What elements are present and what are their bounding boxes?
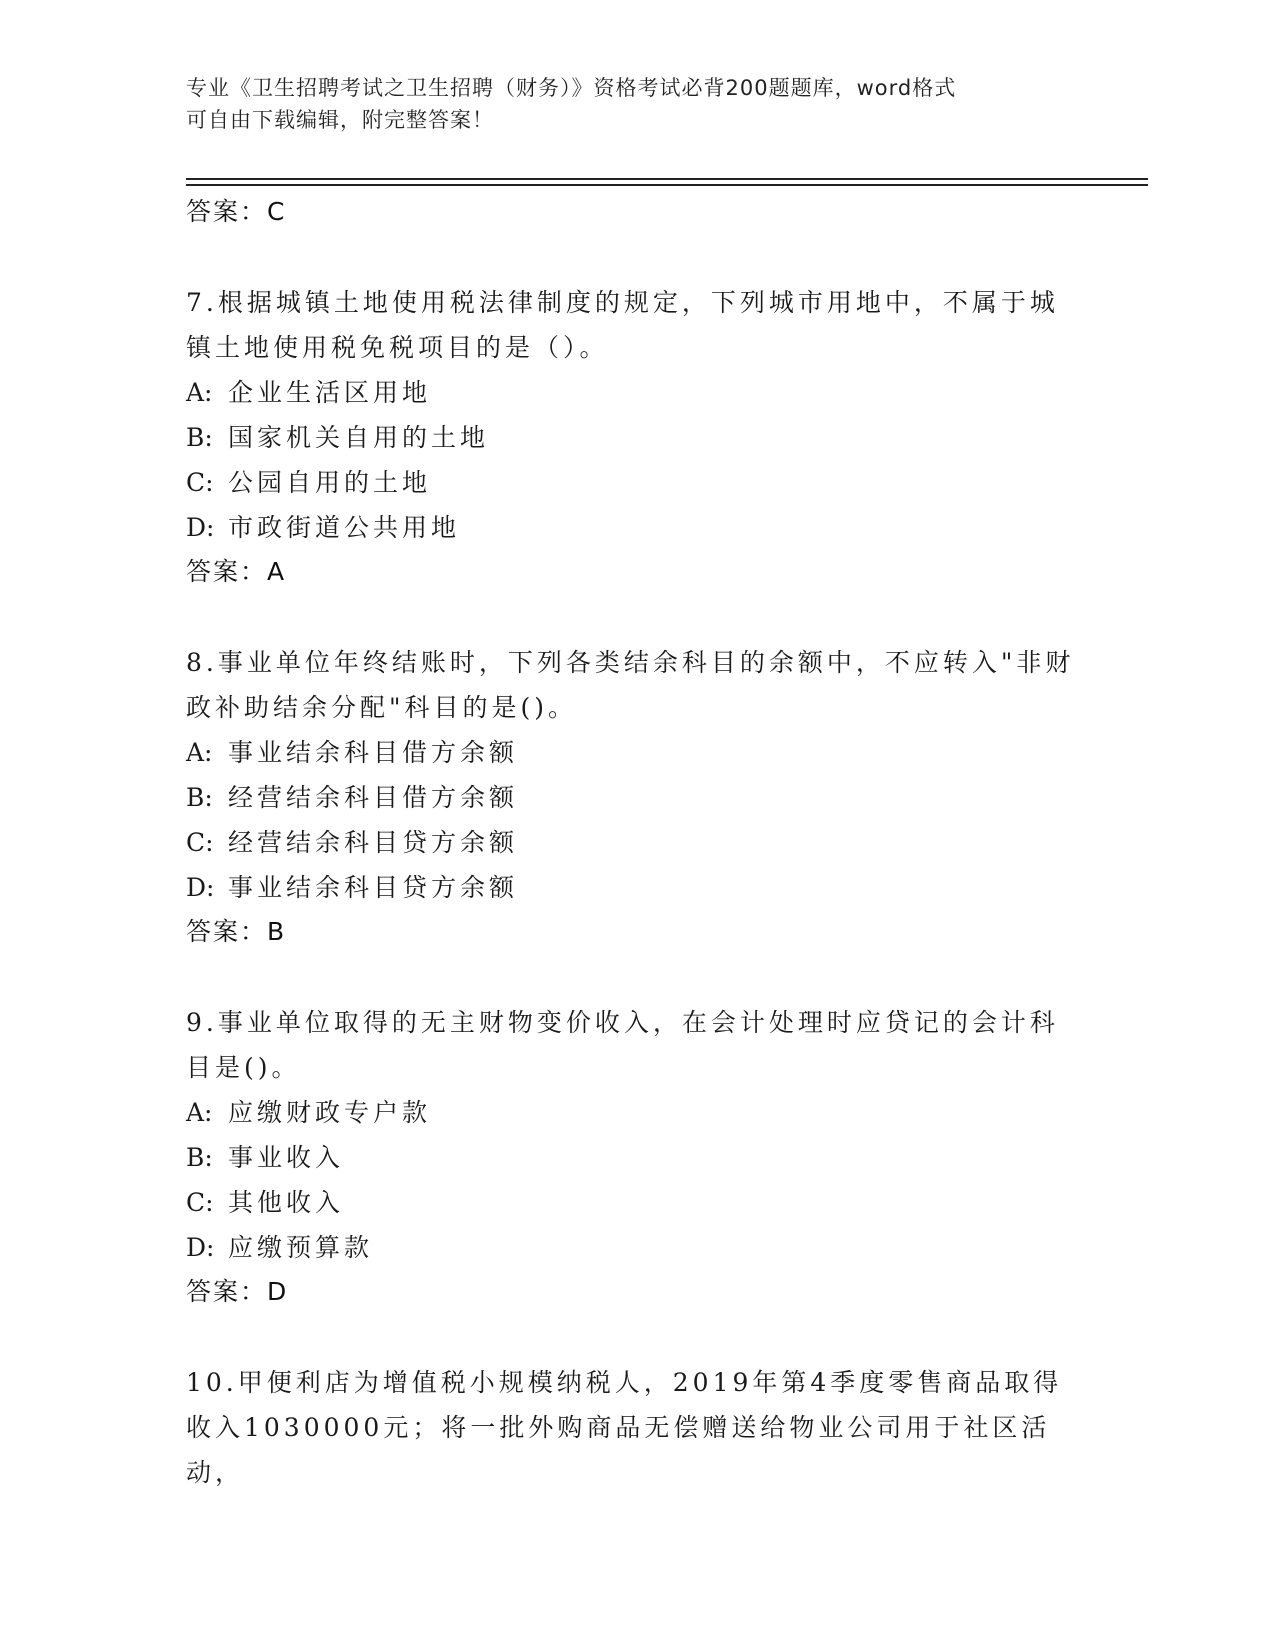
question-text: 10.甲便利店为增值税小规模纳税人，2019年第4季度零售商品取得收入1030000元；将一批外购商品无偿赠送给物业公司用于社区活动， [186,1368,1063,1487]
option-key: C: [186,1188,214,1217]
answer-label: 答案： [186,1277,268,1306]
answer-value: C [267,197,285,226]
option-key: D: [186,1233,215,1262]
option-key: A: [186,738,213,767]
option-key: B: [186,1143,213,1172]
document-header [186,72,1086,136]
option-key: D: [186,513,215,542]
option-a [186,370,1086,415]
answer-line [186,190,1086,234]
answer-line [186,910,1086,954]
option-c [186,460,1086,505]
option-key: B: [186,783,213,812]
header-line-1: 专业《卫生招聘考试之卫生招聘（财务）》资格考试必背200题题库，word格式 [186,76,957,100]
header-line-2: 可自由下载编辑，附完整答案！ [186,108,494,132]
option-key: C: [186,828,214,857]
question-text: 8.事业单位年终结账时，下列各类结余科目的余额中，不应转入"非财政补助结余分配"科目的是()。 [186,648,1075,722]
option-a [186,730,1086,775]
option-b [186,775,1086,820]
option-text: 国家机关自用的土地 [228,423,490,452]
option-key: C: [186,468,214,497]
option-text: 企业生活区用地 [228,378,432,407]
question-9 [186,1000,1086,1314]
question-10 [186,1360,1086,1495]
option-text: 经营结余科目贷方余额 [228,828,519,857]
option-text: 应缴财政专户款 [228,1098,432,1127]
answer-value: D [267,1277,287,1306]
question-text: 9.事业单位取得的无主财物变价收入，在会计处理时应贷记的会计科目是()。 [186,1008,1059,1082]
option-text: 公园自用的土地 [228,468,432,497]
option-text: 事业结余科目贷方余额 [228,873,519,902]
answer-line [186,1270,1086,1314]
option-text: 事业结余科目借方余额 [228,738,519,767]
option-d [186,505,1086,550]
option-text: 市政街道公共用地 [228,513,461,542]
option-b [186,1135,1086,1180]
option-key: B: [186,423,213,452]
option-a [186,1090,1086,1135]
question-list [186,190,1086,1495]
question-8 [186,640,1086,954]
header-rule-bottom [186,184,1148,186]
option-c [186,1180,1086,1225]
answer-line [186,550,1086,594]
option-text: 事业收入 [228,1143,345,1172]
option-key: D: [186,873,215,902]
option-d [186,1225,1086,1270]
option-key: A: [186,378,213,407]
answer-label: 答案： [186,917,268,946]
option-b [186,415,1086,460]
option-c [186,820,1086,865]
option-text: 其他收入 [228,1188,345,1217]
option-text: 经营结余科目借方余额 [228,783,519,812]
answer-value: B [267,917,285,946]
question-text: 7.根据城镇土地使用税法律制度的规定，下列城市用地中，不属于城镇土地使用税免税项目的是（）。 [186,288,1059,362]
option-key: A: [186,1098,213,1127]
option-text: 应缴预算款 [228,1233,374,1262]
answer-label: 答案： [186,557,268,586]
answer-label: 答案： [186,197,268,226]
option-d [186,865,1086,910]
question-7 [186,280,1086,594]
answer-value: A [267,557,285,586]
header-rule-top [186,178,1148,180]
